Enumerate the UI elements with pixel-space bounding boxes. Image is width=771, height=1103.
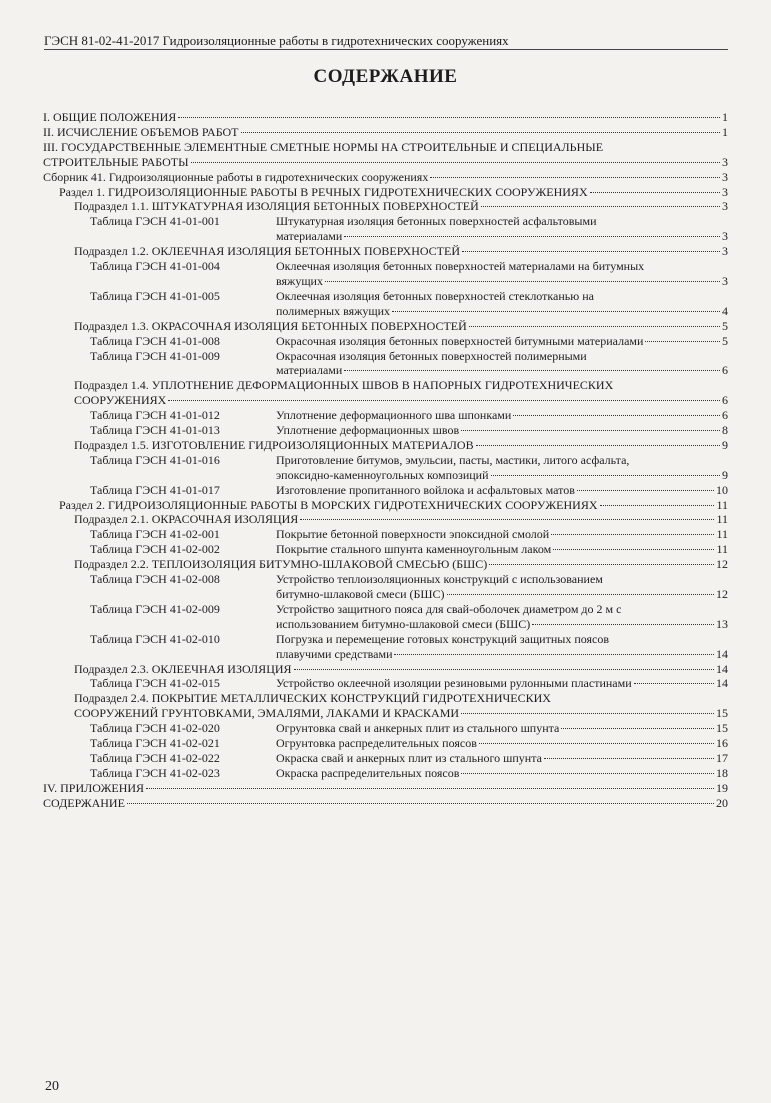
toc-entry-title-line: Устройство теплоизоляционных конструкций с использованием [276, 572, 603, 587]
toc-entry-page: 19 [716, 780, 728, 795]
toc-entry-title: материалами [276, 229, 343, 244]
toc-entry-body [43, 170, 728, 185]
toc-entry-body [74, 691, 728, 721]
toc-entry-line [276, 676, 728, 691]
toc-entry-title-line: Устройство защитного пояса для свай-оболочек диаметром до 2 м с [276, 601, 622, 616]
toc-entry[interactable] [43, 259, 728, 289]
dot-leader [392, 311, 720, 312]
toc-entry-body [43, 781, 728, 796]
toc-entry-code: Таблица ГЭСН 41-01-004 [90, 259, 220, 274]
toc-entry-title: полимерных вяжущих [276, 303, 391, 318]
toc-entry-body [276, 453, 728, 483]
toc-entry-page: 3 [722, 244, 728, 259]
toc-entry-line [59, 185, 728, 200]
dot-leader [430, 177, 720, 178]
toc-entry-line [59, 498, 728, 513]
toc-entry[interactable] [43, 632, 728, 662]
toc-entry-page: 6 [722, 393, 728, 408]
toc-entry[interactable] [43, 721, 728, 736]
toc-entry-title-line: Оклеечная изоляция бетонных поверхностей материалами на битумных [276, 259, 645, 274]
dot-leader [479, 743, 714, 744]
dot-leader [590, 192, 720, 193]
toc-entry-title: II. ИСЧИСЛЕНИЕ ОБЪЕМОВ РАБОТ [43, 124, 239, 139]
dot-leader [241, 132, 720, 133]
toc-entry[interactable] [43, 676, 728, 691]
dot-leader [394, 654, 714, 655]
toc-entry-page: 11 [716, 497, 728, 512]
toc-entry-line [276, 527, 728, 542]
toc-entry-page: 5 [722, 318, 728, 333]
toc-entry-page: 15 [716, 721, 728, 736]
toc-entry[interactable] [43, 334, 728, 349]
toc-entry-page: 8 [722, 423, 728, 438]
toc-entry-body [276, 632, 728, 662]
dot-leader [461, 773, 714, 774]
dot-leader [461, 713, 714, 714]
toc-entry-code: Таблица ГЭСН 41-01-013 [90, 423, 220, 438]
toc-entry-body [276, 289, 728, 319]
toc-entry-code: Таблица ГЭСН 41-02-008 [90, 572, 220, 587]
toc-entry-code: Таблица ГЭСН 41-02-015 [90, 676, 220, 691]
toc-entry-body [276, 214, 728, 244]
toc-entry-line [276, 229, 728, 244]
toc-entry-code: Таблица ГЭСН 41-01-009 [90, 348, 220, 363]
toc-entry[interactable] [43, 736, 728, 751]
dot-leader [491, 475, 720, 476]
page-number: 20 [45, 1079, 59, 1094]
toc-entry-title: IV. ПРИЛОЖЕНИЯ [43, 780, 145, 795]
toc-entry-title: Окраска распределительных поясов [276, 765, 460, 780]
toc-entry-title-line: Погрузка и перемещение готовых конструкций защитных поясов [276, 631, 610, 646]
toc-entry-body [74, 378, 728, 408]
toc-entry[interactable] [43, 110, 728, 125]
dot-leader [561, 728, 714, 729]
dot-leader [127, 803, 714, 804]
toc-entry-title-line: Подраздел 1.4. УПЛОТНЕНИЕ ДЕФОРМАЦИОННЫХ ШВОВ В НАПОРНЫХ ГИДРОТЕХНИЧЕСКИХ [74, 378, 614, 393]
toc-entry-code: Таблица ГЭСН 41-02-010 [90, 631, 220, 646]
dot-leader [462, 251, 720, 252]
toc-entry-line [74, 557, 728, 572]
toc-entry-title: Раздел 1. ГИДРОИЗОЛЯЦИОННЫЕ РАБОТЫ В РЕЧНЫХ ГИДРОТЕХНИЧЕСКИХ СООРУЖЕНИЯХ [59, 184, 588, 199]
toc-entry-line [276, 408, 728, 423]
toc-entry-body [59, 498, 728, 513]
toc-entry-body [43, 796, 728, 811]
toc-entry-line [276, 363, 728, 378]
toc-entry[interactable] [43, 512, 728, 527]
dot-leader [447, 594, 714, 595]
toc-entry-body [276, 483, 728, 498]
toc-entry[interactable] [43, 185, 728, 200]
toc-entry-title-line: Окрасочная изоляция бетонных поверхностей полимерными [276, 348, 587, 363]
toc-entry[interactable] [43, 289, 728, 319]
toc-entry-page: 5 [722, 333, 728, 348]
dot-leader [168, 400, 720, 401]
toc-entry-page: 6 [722, 408, 728, 423]
toc-entry-page: 15 [716, 706, 728, 721]
toc-entry-page: 11 [716, 542, 728, 557]
toc-entry-line [276, 751, 728, 766]
toc-entry-body [276, 542, 728, 557]
dot-leader [532, 624, 714, 625]
toc-entry-title: Огрунтовка свай и анкерных плит из стального шпунта [276, 721, 560, 736]
toc-entry-body [74, 199, 728, 214]
toc-entry-line [276, 304, 728, 319]
dot-leader [178, 117, 720, 118]
toc-entry[interactable] [43, 751, 728, 766]
toc-entry-line [43, 110, 728, 125]
toc-entry-title: СООРУЖЕНИЯХ [74, 393, 167, 408]
toc-entry-code: Таблица ГЭСН 41-02-002 [90, 542, 220, 557]
toc-entry[interactable] [43, 483, 728, 498]
toc-entry-body [74, 662, 728, 677]
toc-entry[interactable] [43, 125, 728, 140]
toc-entry-page: 14 [716, 661, 728, 676]
toc-entry-title: Сборник 41. Гидроизоляционные работы в гидротехнических сооружениях [43, 169, 429, 184]
toc-entry-line [74, 319, 728, 334]
toc-entry-page: 9 [722, 467, 728, 482]
toc-entry-line [276, 736, 728, 751]
toc-entry-line [276, 617, 728, 632]
dot-leader [461, 430, 720, 431]
toc-entry-body [276, 423, 728, 438]
toc-entry-line [276, 542, 728, 557]
toc-entry-page: 17 [716, 750, 728, 765]
toc-entry-body [74, 438, 728, 453]
toc-entry[interactable] [43, 170, 728, 185]
toc-entry[interactable] [43, 408, 728, 423]
toc-entry-code: Таблица ГЭСН 41-01-017 [90, 482, 220, 497]
toc-entry[interactable] [43, 244, 728, 259]
toc-entry-page: 20 [716, 795, 728, 810]
toc-entry-line [43, 781, 728, 796]
toc-entry-body [276, 676, 728, 691]
toc-entry-page: 12 [716, 557, 728, 572]
toc-entry-body [276, 736, 728, 751]
toc-entry-body [276, 751, 728, 766]
toc-entry-body [276, 572, 728, 602]
toc-entry-title: плавучими средствами [276, 646, 393, 661]
toc-entry-line [74, 438, 728, 453]
toc-entry-title: Подраздел 1.1. ШТУКАТУРНАЯ ИЗОЛЯЦИЯ БЕТОННЫХ ПОВЕРХНОСТЕЙ [74, 199, 479, 214]
toc-entry-body [276, 721, 728, 736]
toc-entry-page: 3 [722, 184, 728, 199]
toc-entry-title: Подраздел 2.3. ОКЛЕЕЧНАЯ ИЗОЛЯЦИЯ [74, 661, 292, 676]
toc-entry-title: вяжущих [276, 273, 323, 288]
toc-entry-line [74, 393, 728, 408]
dot-leader [481, 206, 720, 207]
toc-entry-page: 1 [722, 124, 728, 139]
toc-entry[interactable] [43, 378, 728, 408]
toc-entry[interactable] [43, 214, 728, 244]
toc-entry-title: СОДЕРЖАНИЕ [43, 795, 125, 810]
dot-leader [191, 162, 720, 163]
dot-leader [146, 788, 714, 789]
toc-entry-title-line: Подраздел 2.4. ПОКРЫТИЕ МЕТАЛЛИЧЕСКИХ КОНСТРУКЦИЙ ГИДРОТЕХНИЧЕСКИХ [74, 691, 551, 706]
toc-entry-title: эпоксидно-каменноугольных композиций [276, 467, 489, 482]
toc-entry-page: 14 [716, 646, 728, 661]
toc-entry-page: 18 [716, 765, 728, 780]
toc-entry-line [276, 587, 728, 602]
toc-entry-page: 9 [722, 437, 728, 452]
toc-entry[interactable] [43, 662, 728, 677]
toc-entry-line [74, 244, 728, 259]
toc-entry-code: Таблица ГЭСН 41-02-022 [90, 750, 220, 765]
toc-entry-title: битумно-шлаковой смеси (БШС) [276, 587, 445, 601]
dot-leader [553, 549, 714, 550]
toc-entry[interactable] [43, 319, 728, 334]
dot-leader [344, 370, 720, 371]
toc-entry[interactable] [43, 423, 728, 438]
toc-entry-body [43, 125, 728, 140]
dot-leader [300, 519, 714, 520]
toc-entry-code: Таблица ГЭСН 41-02-020 [90, 721, 220, 736]
toc-entry-body [74, 557, 728, 572]
toc-entry-title: Изготовление пропитанного войлока и асфальтовых матов [276, 482, 575, 497]
toc-entry-body [276, 349, 728, 379]
toc-entry-line [43, 125, 728, 140]
toc-entry-page: 10 [716, 482, 728, 497]
toc-entry-body [276, 408, 728, 423]
toc-entry-title: использованием битумно-шлаковой смеси (БШС) [276, 616, 531, 631]
toc-entry-title: Огрунтовка распределительных поясов [276, 736, 477, 751]
toc-entry-line [43, 796, 728, 811]
toc-entry-line [74, 512, 728, 527]
toc-entry-title: Окраска свай и анкерных плит из стального шпунта [276, 750, 542, 765]
dot-leader [469, 326, 720, 327]
toc-entry[interactable] [43, 572, 728, 602]
dot-leader [544, 758, 714, 759]
toc-entry-code: Таблица ГЭСН 41-01-001 [90, 214, 220, 229]
toc-entry-page: 3 [722, 273, 728, 288]
toc-entry-line [276, 468, 728, 483]
toc-entry-page: 6 [722, 363, 728, 378]
toc-entry[interactable] [43, 691, 728, 721]
toc-entry-title: СООРУЖЕНИЙ ГРУНТОВКАМИ, ЭМАЛЯМИ, ЛАКАМИ И КРАСКАМИ [74, 706, 460, 721]
toc-entry-page: 1 [722, 110, 728, 124]
toc-entry-line [276, 423, 728, 438]
running-header: ГЭСН 81-02-41-2017 Гидроизоляционные работы в гидротехнических сооружениях [44, 33, 728, 50]
toc-entry-body [276, 602, 728, 632]
toc-entry[interactable] [43, 781, 728, 796]
dot-leader [294, 669, 714, 670]
toc-entry-page: 16 [716, 736, 728, 751]
toc-entry-title: Покрытие бетонной поверхности эпоксидной смолой [276, 527, 550, 542]
toc-entry-title: Окрасочная изоляция бетонных поверхностей битумными материалами [276, 333, 644, 348]
toc-entry[interactable] [43, 199, 728, 214]
table-of-contents [43, 110, 728, 811]
toc-entry-code: Таблица ГЭСН 41-02-009 [90, 601, 220, 616]
toc-entry[interactable] [43, 438, 728, 453]
dot-leader [577, 490, 714, 491]
toc-entry-title: Раздел 2. ГИДРОИЗОЛЯЦИОННЫЕ РАБОТЫ В МОРСКИХ ГИДРОТЕХНИЧЕСКИХ СООРУЖЕНИЯХ [59, 497, 598, 512]
toc-entry-page: 12 [716, 587, 728, 601]
toc-entry[interactable] [43, 527, 728, 542]
toc-entry-code: Таблица ГЭСН 41-02-023 [90, 765, 220, 780]
toc-entry[interactable] [43, 796, 728, 811]
toc-entry-body [276, 766, 728, 781]
toc-entry-body [74, 244, 728, 259]
toc-entry-title: Подраздел 2.1. ОКРАСОЧНАЯ ИЗОЛЯЦИЯ [74, 512, 299, 527]
dot-leader [551, 534, 714, 535]
toc-entry-title-line: III. ГОСУДАРСТВЕННЫЕ ЭЛЕМЕНТНЫЕ СМЕТНЫЕ НОРМЫ НА СТРОИТЕЛЬНЫЕ И СПЕЦИАЛЬНЫЕ [43, 139, 604, 154]
toc-entry-title: Устройство оклеечной изоляции резиновыми рулонными пластинами [276, 676, 632, 691]
toc-entry-page: 3 [722, 229, 728, 244]
toc-entry-line [43, 155, 728, 170]
toc-entry-code: Таблица ГЭСН 41-01-012 [90, 408, 220, 423]
dot-leader [600, 505, 715, 506]
toc-entry-page: 13 [716, 616, 728, 631]
toc-entry-body [74, 512, 728, 527]
toc-entry-title: Подраздел 1.2. ОКЛЕЕЧНАЯ ИЗОЛЯЦИЯ БЕТОННЫХ ПОВЕРХНОСТЕЙ [74, 244, 461, 259]
toc-entry-title-line: Приготовление битумов, эмульсии, пасты, мастики, литого асфальта, [276, 452, 630, 467]
toc-entry-line [276, 274, 728, 289]
toc-entry-title: Подраздел 1.3. ОКРАСОЧНАЯ ИЗОЛЯЦИЯ БЕТОННЫХ ПОВЕРХНОСТЕЙ [74, 318, 467, 333]
toc-entry[interactable] [43, 542, 728, 557]
toc-entry[interactable] [43, 766, 728, 781]
toc-entry-page: 11 [716, 527, 728, 542]
toc-entry-title: Уплотнение деформационных швов [276, 423, 460, 438]
toc-entry-body [276, 259, 728, 289]
toc-entry-body [59, 185, 728, 200]
dot-leader [645, 341, 720, 342]
toc-entry[interactable] [43, 140, 728, 170]
toc-entry-code: Таблица ГЭСН 41-01-008 [90, 333, 220, 348]
toc-entry-code: Таблица ГЭСН 41-02-001 [90, 527, 220, 542]
toc-entry[interactable] [43, 349, 728, 379]
toc-entry-line [74, 199, 728, 214]
page-title: СОДЕРЖАНИЕ [313, 66, 458, 87]
dot-leader [513, 415, 720, 416]
toc-entry-title: СТРОИТЕЛЬНЫЕ РАБОТЫ [43, 154, 189, 169]
dot-leader [344, 236, 720, 237]
toc-entry-page: 3 [722, 154, 728, 169]
toc-entry-code: Таблица ГЭСН 41-01-005 [90, 288, 220, 303]
toc-entry-line [74, 706, 728, 721]
toc-entry-title-line: Оклеечная изоляция бетонных поверхностей стеклотканью на [276, 288, 594, 303]
toc-entry-body [74, 319, 728, 334]
toc-entry-code: Таблица ГЭСН 41-01-016 [90, 452, 220, 467]
toc-entry-line [276, 334, 728, 349]
dot-leader [325, 281, 720, 282]
toc-entry-body [43, 110, 728, 125]
toc-entry-line [276, 766, 728, 781]
toc-entry-line [74, 662, 728, 677]
toc-entry-code: Таблица ГЭСН 41-02-021 [90, 736, 220, 751]
toc-entry[interactable] [43, 602, 728, 632]
toc-entry-body [276, 334, 728, 349]
toc-entry-page: 3 [722, 199, 728, 214]
toc-entry-title: Подраздел 1.5. ИЗГОТОВЛЕНИЕ ГИДРОИЗОЛЯЦИОННЫХ МАТЕРИАЛОВ [74, 437, 474, 452]
toc-entry-body [43, 140, 728, 170]
toc-entry-title: Подраздел 2.2. ТЕПЛОИЗОЛЯЦИЯ БИТУМНО-ШЛАКОВОЙ СМЕСЬЮ (БШС) [74, 557, 488, 572]
toc-entry-title-line: Штукатурная изоляция бетонных поверхностей асфальтовыми [276, 214, 597, 229]
toc-entry-page: 4 [722, 303, 728, 318]
toc-entry-page: 3 [722, 169, 728, 184]
toc-entry-title: Уплотнение деформационного шва шпонками [276, 408, 512, 423]
dot-leader [476, 445, 720, 446]
dot-leader [489, 564, 714, 565]
toc-entry[interactable] [43, 453, 728, 483]
toc-entry-page: 14 [716, 676, 728, 691]
toc-entry-line [276, 647, 728, 662]
toc-entry-line [276, 721, 728, 736]
toc-entry[interactable] [43, 557, 728, 572]
toc-entry-page: 11 [716, 512, 728, 527]
toc-entry-title: материалами [276, 363, 343, 378]
toc-entry-line [43, 170, 728, 185]
toc-entry-title: I. ОБЩИЕ ПОЛОЖЕНИЯ [43, 110, 177, 124]
toc-entry[interactable] [43, 498, 728, 513]
toc-entry-body [276, 527, 728, 542]
toc-entry-title: Покрытие стального шпунта каменноугольным лаком [276, 542, 552, 557]
dot-leader [634, 683, 714, 684]
toc-entry-line [276, 483, 728, 498]
